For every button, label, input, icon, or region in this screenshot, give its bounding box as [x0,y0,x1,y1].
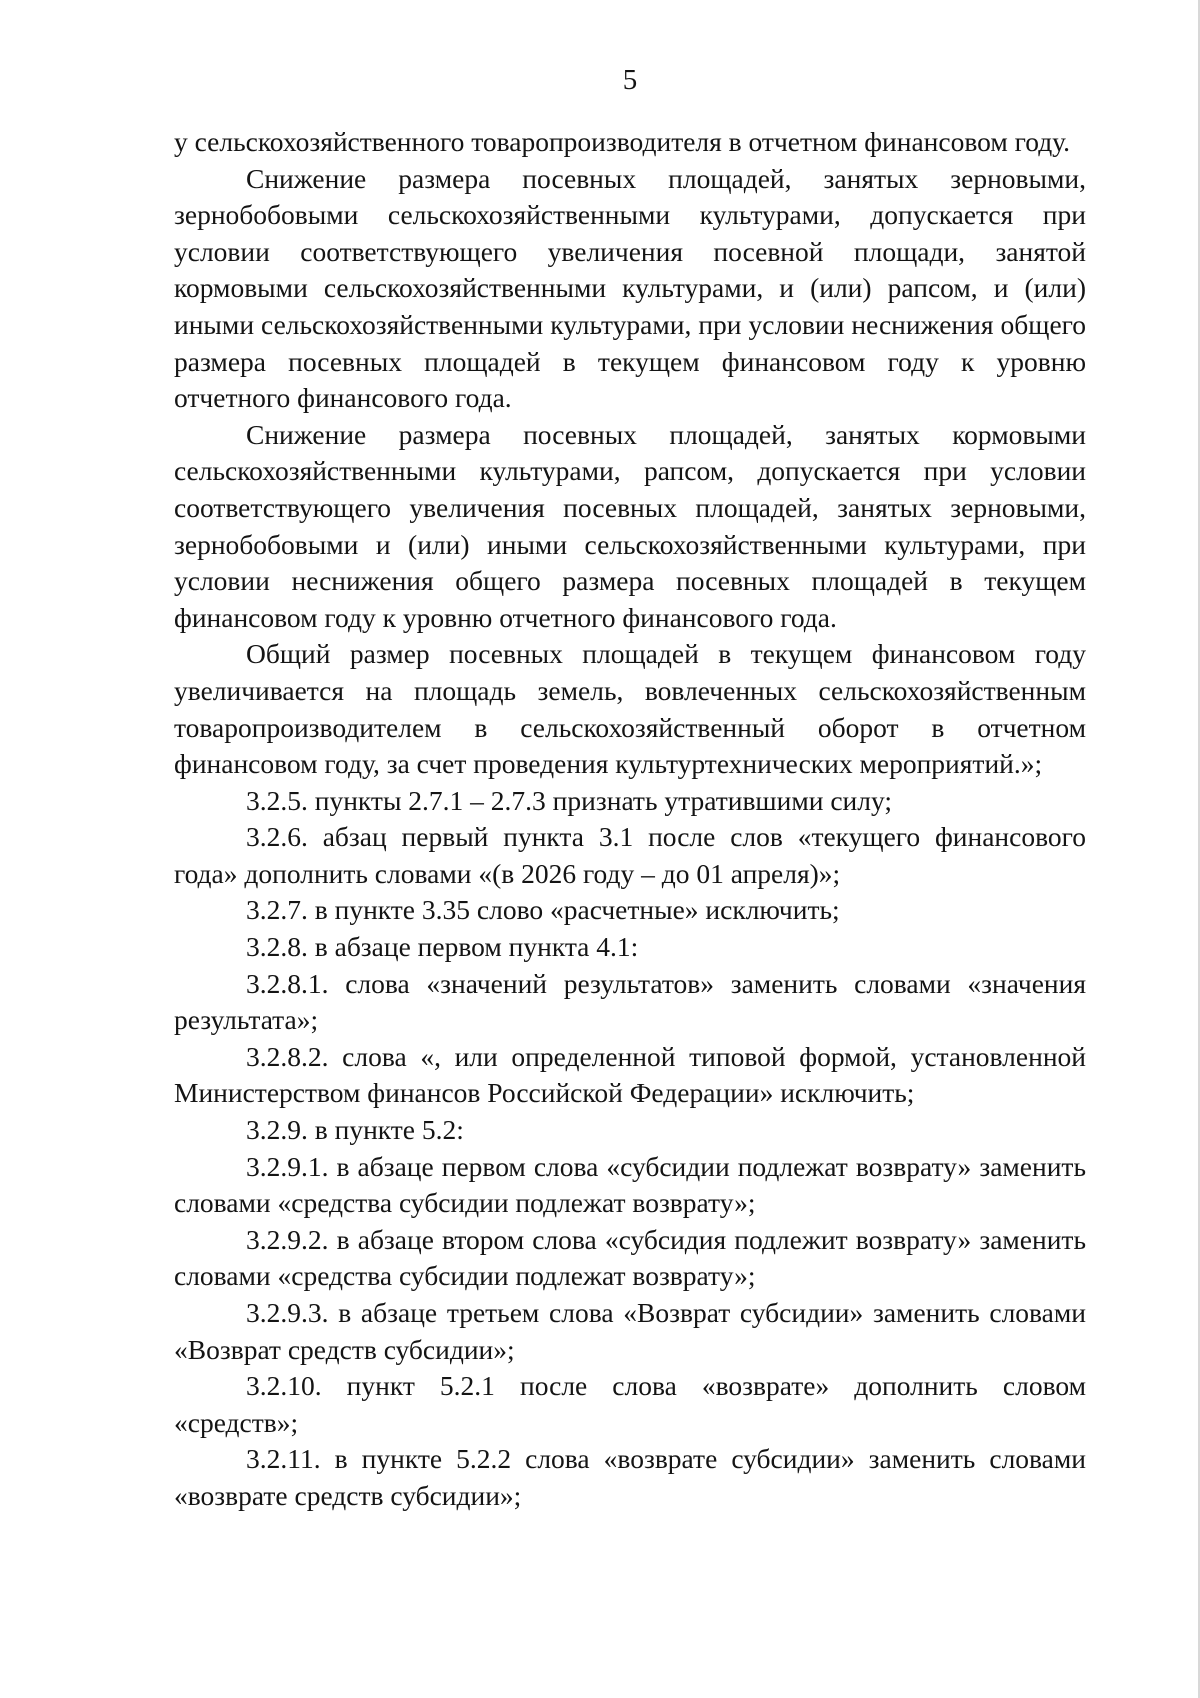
paragraph-total-area-increase: Общий размер посевных площадей в текущем финансовом году увеличивается на площадь земель, вовлеченных сельскохозяйственным товаропроизводителем в сельскохозяйственный оборот в отчетном финансовом году, за счет проведения культуртехнических мероприятий.»; [174,638,1086,780]
clause-3-2-7: 3.2.7. в пункте 3.35 слово «расчетные» исключить; [246,894,840,926]
clause-3-2-6: 3.2.6. абзац первый пункта 3.1 после слов «текущего финансового года» дополнить словами «(в 2026 году – до 01 апреля)»; [174,821,1086,889]
document-body [174,124,1086,1515]
paragraph-grain-area-reduction: Снижение размера посевных площадей, занятых зерновыми, зернобобовыми сельскохозяйственными культурами, допускается при условии соответствующего увеличения посевной площади, занятой кормовыми сельскохозяйственными культурами, и (или) рапсом, и (или) иными сельскохозяйственными культурами, при условии неснижения общего размера посевных площадей в текущем финансовом году к уровню отчетного финансового года. [174,162,1086,414]
clause-3-2-8-2: 3.2.8.2. слова «, или определенной типовой формой, установленной Министерством финансов Российской Федерации» исключить; [174,1040,1086,1109]
clause-3-2-9-1: 3.2.9.1. в абзаце первом слова «субсидии подлежат возврату» заменить словами «средства субсидии подлежат возврату»; [174,1150,1086,1219]
clause-3-2-5: 3.2.5. пункты 2.7.1 – 2.7.3 признать утратившими силу; [246,784,892,816]
clause-3-2-9-3: 3.2.9.3. в абзаце третьем слова «Возврат субсидии» заменить словами «Возврат средств субсидии»; [174,1297,1086,1365]
clause-3-2-9: 3.2.9. в пункте 5.2: [246,1114,464,1146]
clause-3-2-9-2: 3.2.9.2. в абзаце втором слова «субсидия подлежит возврату» заменить словами «средства субсидии подлежат возврату»; [174,1223,1086,1292]
paragraph-continuation: у сельскохозяйственного товаропроизводителя в отчетном финансовом году. [174,126,1071,157]
page-number: 5 [622,64,638,96]
paragraph-fodder-area-reduction: Снижение размера посевных площадей, занятых кормовыми сельскохозяйственными культурами, рапсом, допускается при условии соответствующего увеличения посевных площадей, занятых зерновыми, зернобобовыми и (или) иными сельскохозяйственными культурами, при условии неснижения общего размера посевных площадей в текущем финансовом году к уровню отчетного финансового года. [174,418,1086,633]
clause-3-2-8: 3.2.8. в абзаце первом пункта 4.1: [246,931,639,963]
clause-3-2-8-1: 3.2.8.1. слова «значений результатов» заменить словами «значения результата»; [174,967,1086,1036]
clause-3-2-11: 3.2.11. в пункте 5.2.2 слова «возврате субсидии» заменить словами «возврате средств субсидии»; [174,1443,1086,1511]
clause-3-2-10: 3.2.10. пункт 5.2.1 после слова «возврате» дополнить словом «средств»; [174,1370,1086,1438]
